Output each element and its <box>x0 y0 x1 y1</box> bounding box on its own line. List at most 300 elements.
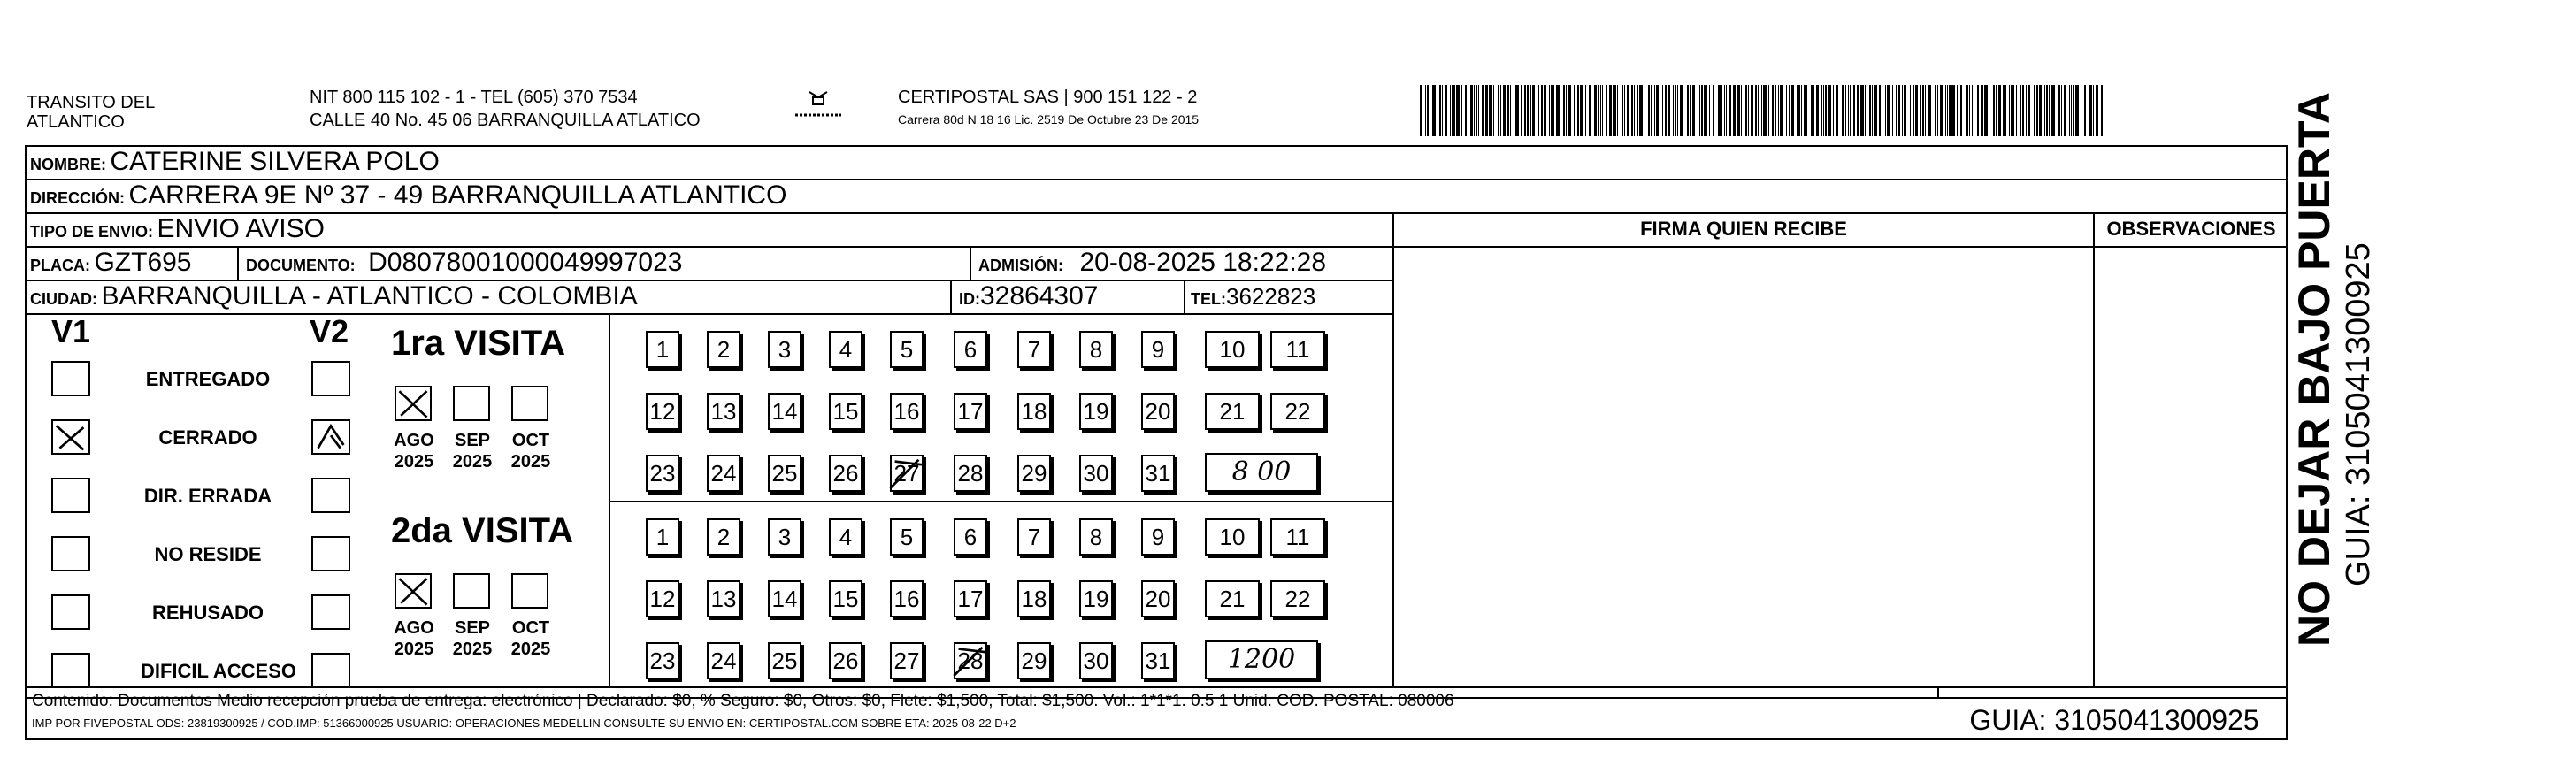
day-box[interactable]: 29 <box>1017 455 1051 492</box>
barcode-bar <box>1453 85 1455 136</box>
barcode-bar <box>1857 85 1859 136</box>
tel-field <box>1191 280 1315 318</box>
day-box[interactable]: 16 <box>890 393 924 430</box>
day-box[interactable]: 6 <box>954 518 987 556</box>
barcode-bar <box>1675 85 1676 136</box>
barcode-bar <box>1898 85 1900 136</box>
barcode-bar <box>1816 85 1819 136</box>
day-box[interactable]: 25 <box>768 642 801 679</box>
placa-field <box>30 246 192 284</box>
barcode-bar <box>1984 85 1988 136</box>
barcode-bar <box>2046 85 2048 136</box>
barcode-bar <box>1624 85 1625 136</box>
barcode-bar <box>1879 85 1881 136</box>
day-box[interactable]: 31 <box>1141 455 1175 492</box>
day-box[interactable]: 7 <box>1017 331 1051 368</box>
barcode-bar <box>2084 85 2086 136</box>
v1-checkbox[interactable] <box>51 419 90 455</box>
v1-checkbox[interactable] <box>51 361 90 396</box>
issuer-line2: ATLANTICO <box>27 112 125 132</box>
barcode-bar <box>1510 85 1511 136</box>
barcode-bar <box>1527 85 1529 136</box>
barcode-bar <box>2020 85 2021 136</box>
barcode-bar <box>1563 85 1565 136</box>
status-label: DIFICIL ACCESO <box>140 660 296 682</box>
barcode-bar <box>1865 85 1866 136</box>
barcode-bar <box>1613 85 1616 136</box>
v2-checkbox[interactable] <box>311 536 350 571</box>
barcode-bar <box>1966 85 1968 136</box>
ciudad-label: CIUDAD: <box>30 290 97 308</box>
day-box[interactable]: 9 <box>1141 518 1175 556</box>
v2-checkbox[interactable] <box>311 361 350 396</box>
tel-label: TEL: <box>1191 290 1226 308</box>
barcode-bar <box>1869 85 1871 136</box>
day-box[interactable]: 19 <box>1079 580 1113 617</box>
placa-value: GZT695 <box>94 248 192 277</box>
day-box[interactable]: 21 <box>1205 580 1260 617</box>
barcode-bar <box>2075 85 2079 136</box>
barcode-bar <box>1425 85 1426 136</box>
barcode-bar <box>1665 85 1667 136</box>
side-guia: GUIA: 3105041300925 <box>2340 242 2377 586</box>
barcode-bar <box>1465 85 1467 136</box>
barcode-bar <box>1439 85 1441 136</box>
barcode-bar <box>1500 85 1501 136</box>
barcode-bar <box>1442 85 1443 136</box>
barcode-bar <box>1733 85 1736 136</box>
barcode-bar <box>1445 85 1447 136</box>
barcode-bar <box>1566 85 1567 136</box>
day-box[interactable]: 1 <box>646 518 679 556</box>
barcode-bar <box>1786 85 1787 136</box>
month-name: AGO <box>394 618 434 638</box>
barcode-bar <box>1925 85 1926 136</box>
day-box[interactable]: 23 <box>646 642 679 679</box>
day-box[interactable]: 4 <box>829 518 862 556</box>
tel-value: 3622823 <box>1226 283 1316 310</box>
day-box[interactable]: 1 <box>646 331 679 368</box>
barcode-bar <box>1885 85 1886 136</box>
day-box[interactable]: 27 <box>890 642 924 679</box>
status-label: CERRADO <box>158 426 257 448</box>
barcode-bar <box>1530 85 1531 136</box>
day-box[interactable]: 13 <box>707 580 740 617</box>
footer-imp: IMP POR FIVEPOSTAL ODS: 23819300925 / COD.IMP: 51366000925 USUARIO: OPERACIONES MEDELLIN CONSULTE SU ENVIO EN: CERTIPOSTAL.COM SOBRE ETA: 2025-08-22 D+2 <box>32 717 1016 730</box>
month-name: OCT <box>511 431 550 450</box>
day-box[interactable]: 18 <box>1017 580 1051 617</box>
barcode-bar <box>1585 85 1586 136</box>
day-box[interactable]: 26 <box>829 455 862 492</box>
day-box[interactable]: 18 <box>1017 393 1051 430</box>
barcode-bar <box>2064 85 2066 136</box>
day-box[interactable]: 15 <box>829 580 862 617</box>
barcode-bar <box>1721 85 1722 136</box>
barcode-bar <box>1821 85 1822 136</box>
day-box[interactable]: 20 <box>1141 393 1175 430</box>
barcode-bar <box>1637 85 1638 136</box>
day-box[interactable]: 12 <box>646 580 679 617</box>
day-box[interactable]: 11 <box>1270 331 1325 368</box>
barcode-bar <box>1639 85 1643 136</box>
barcode-bar <box>1452 85 1453 136</box>
footer-contenido: Contenido: Documentos Medio recepción prueba de entrega: electrónico | Declarado: $0, % Seguro: $0, Otros: $0, Flete: $1,500, Total: $1,500. Vol.: 1*1*1. 0.5 1 Unid. COD. POSTAL: 080006 <box>32 692 1454 710</box>
barcode-bar <box>1768 85 1769 136</box>
tipo-envio-label: TIPO DE ENVIO: <box>30 223 154 241</box>
day-box[interactable]: 30 <box>1079 455 1113 492</box>
barcode-bar <box>1813 85 1814 136</box>
barcode-bar <box>1977 85 1979 136</box>
barcode-bar <box>1922 85 1924 136</box>
barcode-bar <box>2049 85 2050 136</box>
day-box[interactable]: 22 <box>1270 580 1325 617</box>
barcode-bar <box>2058 85 2060 136</box>
barcode-bar <box>1945 85 1946 136</box>
day-box[interactable]: 2 <box>707 518 740 556</box>
barcode-bar <box>1798 85 1800 136</box>
v1-checkbox[interactable] <box>51 478 90 513</box>
month-checkbox[interactable] <box>511 573 548 609</box>
barcode-bar <box>1751 85 1753 136</box>
day-box[interactable]: 3 <box>768 518 801 556</box>
day-box[interactable]: 12 <box>646 393 679 430</box>
day-box[interactable]: 29 <box>1017 642 1051 679</box>
barcode-bar <box>2003 85 2005 136</box>
month-year: 2025 <box>394 452 434 472</box>
barcode-bar <box>1580 85 1583 136</box>
month-label <box>387 430 441 472</box>
barcode-bar <box>1763 85 1767 136</box>
month-checkbox[interactable] <box>511 386 548 421</box>
barcode-bar <box>1996 85 1997 136</box>
day-box[interactable] <box>890 455 924 492</box>
day-box[interactable]: 23 <box>646 455 679 492</box>
barcode-bar <box>1594 85 1597 136</box>
barcode-bar <box>1609 85 1612 136</box>
day-box[interactable]: 5 <box>890 518 924 556</box>
day-box[interactable]: 9 <box>1141 331 1175 368</box>
day-box[interactable] <box>954 642 987 679</box>
barcode-bar <box>2081 85 2082 136</box>
month-checkbox[interactable] <box>453 386 490 421</box>
barcode-bar <box>1644 85 1645 136</box>
day-box[interactable]: 14 <box>768 393 801 430</box>
day-box[interactable]: 7 <box>1017 518 1051 556</box>
id-value: 32864307 <box>980 281 1099 310</box>
barcode-bar <box>1736 85 1740 136</box>
day-box[interactable]: 25 <box>768 455 801 492</box>
v2-checkbox[interactable] <box>311 478 350 513</box>
barcode-bar <box>2028 85 2030 136</box>
barcode-bar <box>1910 85 1911 136</box>
barcode-bar <box>1745 85 1747 136</box>
carrier-details <box>898 87 1199 127</box>
carrier-license: Carrera 80d N 18 16 Lic. 2519 De Octubre 23 De 2015 <box>898 112 1200 126</box>
barcode-bar <box>1634 85 1635 136</box>
day-box[interactable]: 17 <box>954 580 987 617</box>
barcode-bar <box>1589 85 1591 136</box>
barcode-bar <box>1532 85 1535 136</box>
barcode-bar <box>1470 85 1473 136</box>
day-box[interactable]: 20 <box>1141 580 1175 617</box>
day-box[interactable]: 24 <box>707 455 740 492</box>
placa-label: PLACA: <box>30 257 90 274</box>
barcode-bar <box>1928 85 1931 136</box>
barcode-bar <box>1541 85 1543 136</box>
barcode-bar <box>1704 85 1707 136</box>
barcode-bar <box>1577 85 1579 136</box>
barcode-bar <box>1998 85 2001 136</box>
barcode-bar <box>2034 85 2035 136</box>
barcode-bar <box>2097 85 2098 136</box>
handwritten-time-box[interactable]: 8 00 <box>1205 453 1318 492</box>
barcode-bar <box>1692 85 1695 136</box>
day-box[interactable]: 26 <box>829 642 862 679</box>
day-box[interactable]: 17 <box>954 393 987 430</box>
barcode-bar <box>1677 85 1678 136</box>
barcode-bar <box>1801 85 1802 136</box>
barcode-bar <box>1718 85 1721 136</box>
day-box[interactable]: 11 <box>1270 518 1325 556</box>
barcode-bar <box>1951 85 1955 136</box>
barcode-bar <box>1915 85 1918 136</box>
barcode-bar <box>1673 85 1674 136</box>
barcode-bar <box>1476 85 1477 136</box>
day-box[interactable]: 2 <box>707 331 740 368</box>
day-box[interactable]: 16 <box>890 580 924 617</box>
barcode-bar <box>1427 85 1429 136</box>
barcode-bar <box>1726 85 1727 136</box>
barcode-bar <box>1729 85 1731 136</box>
barcode-bar <box>2009 85 2010 136</box>
barcode-bar <box>1761 85 1762 136</box>
v2-checkbox[interactable] <box>311 653 350 688</box>
direccion-label: DIRECCIÓN: <box>30 189 125 207</box>
barcode-bar <box>1811 85 1813 136</box>
barcode-bar <box>1957 85 1958 136</box>
barcode-bar <box>1432 85 1436 136</box>
barcode-bar <box>1524 85 1526 136</box>
barcode-bar <box>1775 85 1776 136</box>
day-number: 28 <box>957 648 984 674</box>
day-box[interactable]: 6 <box>954 331 987 368</box>
barcode-bar <box>1606 85 1607 136</box>
day-box[interactable]: 31 <box>1141 642 1175 679</box>
barcode-bar <box>1860 85 1864 136</box>
issuer-nit: NIT 800 115 102 - 1 - TEL (605) 370 7534 <box>310 88 638 107</box>
barcode-bar <box>1544 85 1546 136</box>
v2-header: V2 <box>310 313 349 349</box>
barcode-bar <box>2044 85 2045 136</box>
tipo-envio-row <box>30 212 325 250</box>
day-box[interactable]: 8 <box>1079 331 1113 368</box>
day-box[interactable]: 14 <box>768 580 801 617</box>
barcode-bar <box>1456 85 1460 136</box>
footer-guia: GUIA: 3105041300925 <box>1969 704 2259 736</box>
barcode-bar <box>1780 85 1782 136</box>
month-label <box>504 430 557 472</box>
barcode-bar <box>1713 85 1714 136</box>
certipostal-logo-icon <box>792 88 845 120</box>
barcode-bar <box>1631 85 1633 136</box>
barcode-bar <box>1949 85 1951 136</box>
day-box[interactable]: 5 <box>890 331 924 368</box>
barcode-bar <box>1892 85 1893 136</box>
barcode-bar <box>1602 85 1603 136</box>
barcode-bar <box>1478 85 1479 136</box>
barcode-bar <box>1521 85 1522 136</box>
v1-checkbox[interactable] <box>51 594 90 630</box>
status-label: REHUSADO <box>152 602 264 624</box>
barcode-bar <box>1482 85 1484 136</box>
month-checkbox[interactable] <box>395 573 432 609</box>
day-box[interactable]: 19 <box>1079 393 1113 430</box>
documento-field <box>246 246 682 284</box>
barcode-bar <box>2073 85 2074 136</box>
month-checkbox[interactable] <box>395 386 432 421</box>
v1-checkbox[interactable] <box>51 653 90 688</box>
issuer-line1: TRANSITO DEL <box>27 93 156 112</box>
barcode-bar <box>1662 85 1663 136</box>
month-label <box>446 617 499 660</box>
barcode-bar <box>2071 85 2072 136</box>
day-box[interactable]: 8 <box>1079 518 1113 556</box>
issuer-address: CALLE 40 No. 45 06 BARRANQUILLA ATLATICO <box>310 111 701 130</box>
barcode-bar <box>2089 85 2092 136</box>
barcode-bar <box>1989 85 1990 136</box>
month-year: 2025 <box>452 452 493 472</box>
barcode-bar <box>1972 85 1973 136</box>
barcode-bar <box>1741 85 1742 136</box>
barcode-bar <box>1574 85 1575 136</box>
day-box[interactable]: 28 <box>954 455 987 492</box>
barcode-bar <box>1651 85 1652 136</box>
barcode-bar <box>2101 85 2103 136</box>
month-name: SEP <box>454 618 491 638</box>
barcode-bar <box>1836 85 1838 136</box>
day-box[interactable]: 13 <box>707 393 740 430</box>
barcode-bar <box>1556 85 1560 136</box>
issuer-name <box>27 92 155 133</box>
month-name: OCT <box>511 618 550 638</box>
barcode-bar <box>2039 85 2042 136</box>
barcode-bar <box>2051 85 2055 136</box>
barcode-bar <box>1551 85 1552 136</box>
issuer-details <box>310 87 701 131</box>
barcode-bar <box>1874 85 1877 136</box>
barcode-bar <box>1656 85 1659 136</box>
handwritten-time-box[interactable]: 1200 <box>1205 640 1318 679</box>
barcode-bar <box>1549 85 1550 136</box>
barcode-bar <box>1842 85 1844 136</box>
barcode-bar <box>1825 85 1827 136</box>
id-label: ID: <box>959 290 980 308</box>
carrier-name: CERTIPOSTAL SAS | 900 151 122 - 2 <box>898 88 1198 107</box>
day-box[interactable]: 10 <box>1205 331 1260 368</box>
barcode-bar <box>1515 85 1519 136</box>
barcode-bar <box>2096 85 2097 136</box>
barcode-bar <box>1981 85 1983 136</box>
month-checkbox[interactable] <box>453 573 490 609</box>
v2-checkbox[interactable] <box>311 594 350 630</box>
barcode-bar <box>1960 85 1962 136</box>
barcode-bar <box>1498 85 1499 136</box>
barcode-bar <box>2026 85 2027 136</box>
barcode-bar <box>1507 85 1509 136</box>
barcode-bar <box>2093 85 2094 136</box>
barcode-bar <box>2022 85 2024 136</box>
status-label: ENTREGADO <box>145 368 271 390</box>
barcode-bar <box>1485 85 1488 136</box>
barcode-bar <box>1850 85 1851 136</box>
barcode-bar <box>1648 85 1650 136</box>
barcode-bar <box>1797 85 1798 136</box>
barcode-bar <box>1724 85 1725 136</box>
barcode-bar <box>1553 85 1554 136</box>
day-box[interactable]: 15 <box>829 393 862 430</box>
id-field <box>959 280 1098 318</box>
month-year: 2025 <box>452 640 493 659</box>
v2-checkbox[interactable] <box>311 419 350 455</box>
day-box[interactable]: 24 <box>707 642 740 679</box>
barcode-bar <box>1617 85 1618 136</box>
ciudad-value: BARRANQUILLA - ATLANTICO - COLOMBIA <box>101 281 638 310</box>
documento-label: DOCUMENTO: <box>246 257 356 274</box>
barcode-bar <box>1823 85 1824 136</box>
admision-value: 20-08-2025 18:22:28 <box>1079 248 1327 277</box>
day-number: 27 <box>893 460 920 487</box>
barcode-bar <box>1493 85 1494 136</box>
month-name: AGO <box>394 431 434 450</box>
barcode-bar <box>1872 85 1873 136</box>
barcode-bar <box>2069 85 2070 136</box>
barcode-bar <box>2011 85 2014 136</box>
day-box[interactable]: 21 <box>1205 393 1260 430</box>
barcode-bar <box>1902 85 1903 136</box>
barcode-bar <box>1748 85 1749 136</box>
barcode-bar <box>1789 85 1790 136</box>
ciudad-field <box>30 280 638 318</box>
barcode-bar <box>1627 85 1629 136</box>
barcode-bar <box>1993 85 1995 136</box>
barcode-bar <box>1420 85 1422 136</box>
barcode-bar <box>1778 85 1779 136</box>
day-box[interactable]: 4 <box>829 331 862 368</box>
month-label <box>387 617 441 660</box>
day-box[interactable]: 3 <box>768 331 801 368</box>
footer-frame <box>25 686 2288 740</box>
barcode-bar <box>1896 85 1898 136</box>
barcode-bar <box>1622 85 1623 136</box>
day-box[interactable]: 10 <box>1205 518 1260 556</box>
v1-header: V1 <box>51 313 91 349</box>
day-box[interactable]: 22 <box>1270 393 1325 430</box>
tipo-envio-value: ENVIO AVISO <box>157 214 325 243</box>
nombre-label: NOMBRE: <box>30 156 106 173</box>
status-label: NO RESIDE <box>154 543 262 565</box>
barcode-bar <box>1687 85 1689 136</box>
barcode-bar <box>2005 85 2006 136</box>
v1-checkbox[interactable] <box>51 536 90 571</box>
barcode <box>1420 85 2112 136</box>
day-box[interactable]: 30 <box>1079 642 1113 679</box>
barcode-bar <box>1772 85 1774 136</box>
barcode-bar <box>1804 85 1807 136</box>
direccion-value: CARRERA 9E Nº 37 - 49 BARRANQUILLA ATLANTICO <box>128 180 787 210</box>
direccion-row <box>30 179 786 217</box>
visit-title: 1ra VISITA <box>391 324 566 363</box>
barcode-bar <box>1937 85 1938 136</box>
